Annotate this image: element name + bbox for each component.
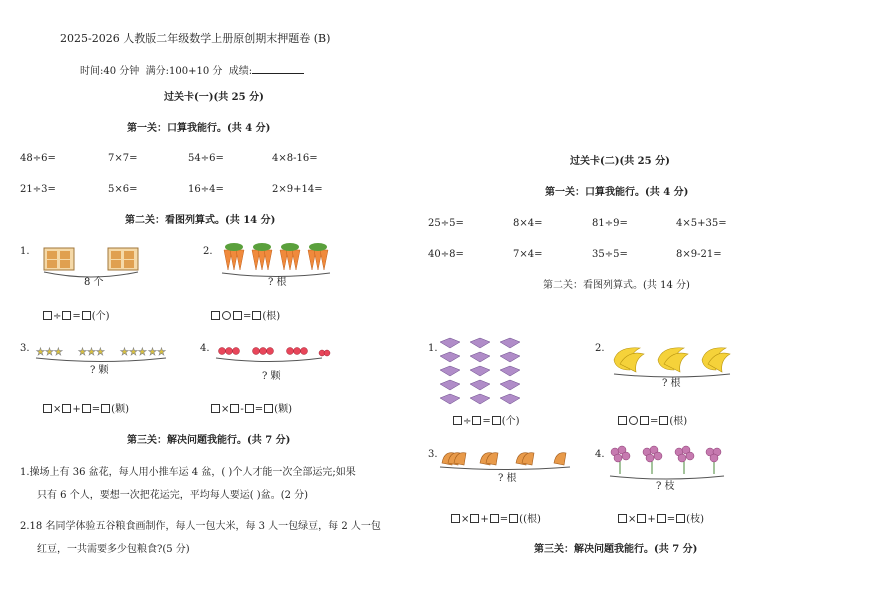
brace-label: ? 根 [268,277,287,288]
result-blank[interactable] [252,64,304,74]
equation-template: × - = (颗) [210,404,292,416]
brace-label: ? 根 [498,473,517,484]
left-section-2-title: 第二关：看图列算式。(共 14 分) [125,215,276,226]
svg-text:★★★: ★★★ [120,347,147,358]
bananas-picture [610,340,734,380]
candies-picture [214,342,334,366]
flowers-picture [606,444,730,482]
calc-item: 16÷4= [188,184,224,195]
calc-item: 25÷5= [428,218,464,229]
equation-template: × + = ((根) [450,514,541,526]
equation-template: × + = (枝) [617,514,704,526]
right-section-1-title: 第一关：口算我能行。(共 4 分) [545,187,689,198]
svg-text:★★★: ★★★ [78,347,105,358]
problem-number: 2. [203,246,213,257]
butterflies-picture [436,336,526,406]
problem-number: 1. [20,246,30,257]
problem-number: 2. [595,343,605,354]
brace-label: ? 根 [662,378,681,389]
question-2-line-2: 红豆，一共需要多少包粮食?(5 分) [37,544,190,555]
brace-label: 8 个 [84,277,104,288]
left-section-3-title: 第三关：解决问题我能行。(共 7 分) [127,435,291,446]
brace-label: ? 颗 [262,371,281,382]
level-1-title: 过关卡(一)(共 25 分) [164,92,264,103]
full-score: 满分:100+10 分 [145,66,223,77]
calc-item: 54÷6= [188,153,224,164]
equation-template: × + = (颗) [42,404,129,416]
calc-item: 4×5+35= [676,218,727,229]
svg-text:★★★: ★★★ [36,347,63,358]
right-section-2-title: 第二关：看图列算式。(共 14 分) [543,280,690,291]
calc-item: 35÷5= [592,249,628,260]
result-label: 成绩: [228,66,253,77]
calc-item: 4×8-16= [272,153,318,164]
question-1-line-1: 1.操场上有 36 盆花，每人用小推车运 4 盆，( )个人才能一次全部运完;如果 [20,467,356,478]
brace-label: ? 枝 [656,481,675,492]
bread-picture [438,447,572,471]
calc-item: 48÷6= [20,153,56,164]
problem-number: 3. [20,343,30,354]
calc-item: 40÷8= [428,249,464,260]
calc-item: 7×4= [513,249,543,260]
time-limit: 时间:40 分钟 [80,66,140,77]
problem-number: 4. [595,449,605,460]
exam-title: 2025-2026 人教版二年级数学上册原创期末押题卷 (B) [60,32,331,45]
level-2-title: 过关卡(二)(共 25 分) [570,156,670,167]
calc-item: 7×7= [108,153,138,164]
right-section-3-title: 第三关：解决问题我能行。(共 7 分) [534,544,698,555]
problem-number: 1. [428,343,438,354]
carrots-picture [218,240,334,280]
question-1-line-2: 只有 6 个人，要想一次把花运完，平均每人要运( )盆。(2 分) [37,490,309,501]
calc-item: 8×4= [513,218,543,229]
calc-item: 21÷3= [20,184,56,195]
calc-item: 81÷9= [592,218,628,229]
question-2-line-1: 2.18 名同学体验五谷粮食画制作，每人一包大米，每 3 人一包绿豆，每 2 人一包 [20,521,381,532]
calc-item: 2×9+14= [272,184,323,195]
equation-template: ÷ = (个) [452,416,520,428]
problem-number: 3. [428,449,438,460]
stars-picture [34,342,168,364]
equation-template: = (根) [210,311,280,323]
calc-item: 5×6= [108,184,138,195]
problem-number: 4. [200,343,210,354]
brace-label: ? 颗 [90,365,109,376]
equation-template: ÷ = (个) [42,311,110,323]
calc-item: 8×9-21= [676,249,722,260]
svg-text:★★: ★★ [148,347,166,358]
left-section-1-title: 第一关：口算我能行。(共 4 分) [127,123,271,134]
equation-template: = (根) [617,416,687,428]
exam-info [80,64,304,78]
